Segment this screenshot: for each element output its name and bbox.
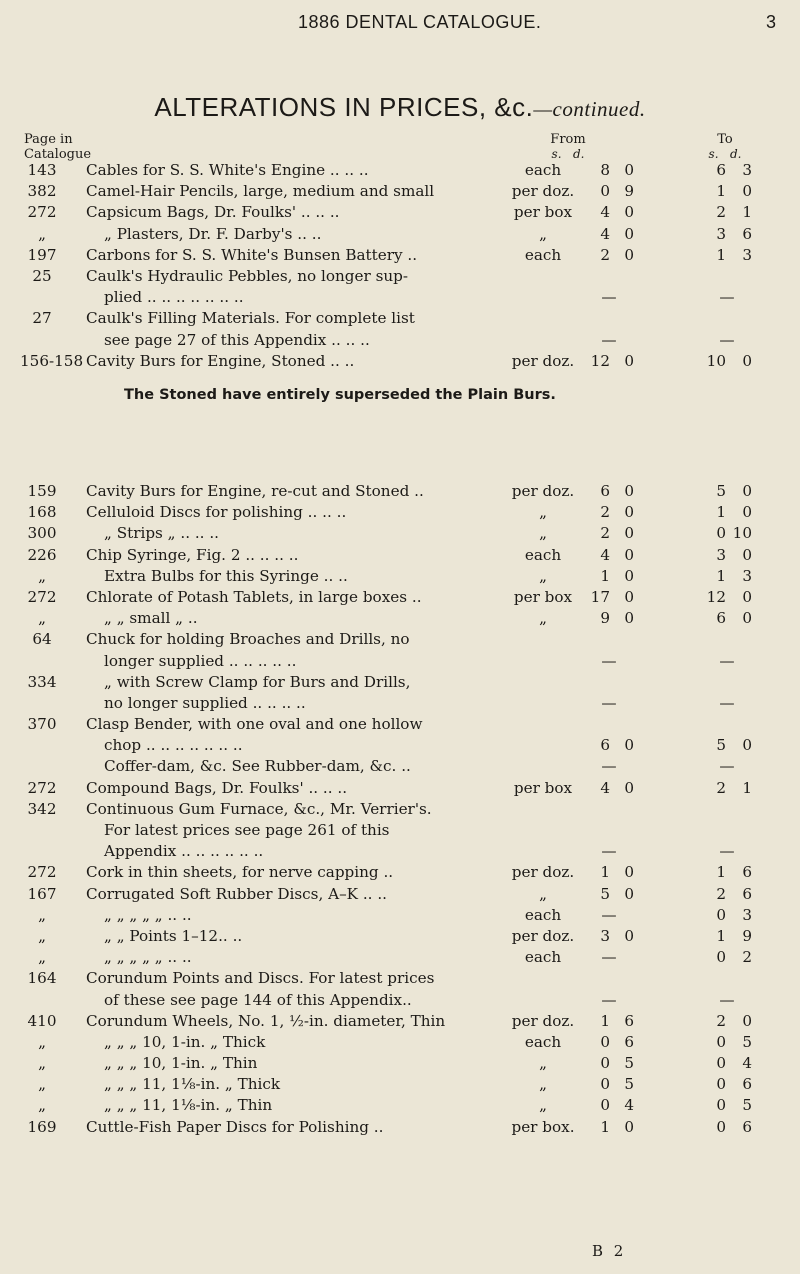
to-shillings: 0 [716,1075,726,1094]
table-row [0,202,800,223]
table-row [0,862,800,883]
table-row [0,330,800,351]
catalogue-page: 159 [27,482,57,500]
table-row [0,545,800,566]
catalogue-page: 226 [27,545,57,564]
to-shillings: 1 [716,503,726,522]
table-row [0,968,800,989]
catalogue-page: „ [38,948,46,967]
price-unit: per doz. [511,182,575,201]
item-description: „ „ „ 10, 1-in. „ Thick [104,1032,266,1051]
to-price-none: — [719,990,735,1009]
from-shillings: 4 [600,224,610,243]
item-description: Extra Bulbs for this Syringe .. .. [104,566,348,585]
from-shillings: 12 [590,351,610,370]
to-shillings: 12 [706,587,726,606]
to-pence: 4 [742,1054,752,1073]
catalogue-page: 334 [27,672,57,691]
from-pence: 0 [624,587,634,606]
to-pence: 10 [732,524,752,543]
from-shillings: 3 [600,926,610,945]
to-price-none: — [719,651,735,670]
from-pence: 4 [624,1096,634,1115]
from-pence: 6 [624,1032,634,1051]
catalogue-page: 272 [27,587,57,606]
to-pence: 6 [742,1075,752,1094]
from-shillings: 2 [600,503,610,522]
table-row [0,608,800,629]
to-pence: 0 [742,736,752,755]
item-description: „ Plasters, Dr. F. Darby's .. .. [104,224,322,243]
catalogue-page: „ [38,926,46,945]
table-row [0,1117,800,1138]
to-price-none: — [719,330,735,349]
item-description: Compound Bags, Dr. Foulks' .. .. .. [86,778,348,797]
to-price-none: — [719,288,735,307]
to-pence: 0 [742,609,752,628]
item-description: Corrugated Soft Rubber Discs, A–K .. .. [86,884,387,903]
from-shillings: 17 [590,587,610,606]
to-shillings: 2 [716,884,726,903]
to-shillings: 2 [716,203,726,222]
table-row [0,160,800,181]
from-pence: 6 [624,1011,634,1030]
catalogue-page: 382 [27,182,57,201]
price-unit: „ [539,1054,547,1073]
table-row [0,735,800,756]
price-unit: each [524,161,562,179]
to-pence: 0 [742,587,752,606]
to-shillings: 5 [716,736,726,755]
page-number: 3 [765,12,776,32]
table-row [0,502,800,523]
catalogue-page: 168 [27,503,57,522]
table-row [0,1074,800,1095]
table-row [0,308,800,329]
from-pence: 0 [624,245,634,264]
from-pence: 5 [624,1054,634,1073]
to-pence: 0 [742,1011,752,1030]
item-description: Coffer-dam, &c. See Rubber-dam, &c. .. [104,757,411,776]
to-price-none: — [719,757,735,776]
catalogue-page: 342 [27,799,57,818]
item-description: For latest prices see page 261 of this [104,821,390,839]
price-unit: per box [513,778,573,797]
price-unit: per doz. [511,926,575,945]
catalogue-page: 272 [27,778,57,797]
price-unit: each [524,245,562,264]
price-unit: per box [513,203,573,222]
to-shillings: 3 [716,545,726,564]
table-row [0,820,800,841]
table-row [0,947,800,968]
to-pence: 3 [742,161,752,179]
catalogue-page: 164 [27,969,57,988]
from-pence: 0 [624,224,634,243]
item-description: see page 27 of this Appendix .. .. .. [104,330,370,349]
to-pence: 6 [742,863,752,882]
catalogue-page: „ [38,1054,46,1073]
item-description: no longer supplied .. .. .. .. [104,693,306,712]
item-description: Appendix .. .. .. .. .. .. [104,842,264,861]
to-shillings: 0 [716,1096,726,1115]
to-pence: 9 [742,926,752,945]
from-shillings: 1 [600,566,610,585]
column-header-to-label: To [717,132,733,147]
running-head [0,12,800,36]
to-pence: 5 [742,1032,752,1051]
price-unit: per box [513,587,573,606]
table-row [0,799,800,820]
catalogue-page: 272 [27,863,57,882]
item-description: „ with Screw Clamp for Burs and Drills, [104,672,411,691]
catalogue-page: 410 [27,1011,57,1030]
catalogue-page: „ [38,905,46,924]
to-shillings: 1 [716,863,726,882]
table-row [0,693,800,714]
item-description: „ „ „ „ „ .. .. [104,948,192,967]
price-unit: „ [539,566,547,585]
from-pence: 0 [624,778,634,797]
table-row [0,672,800,693]
from-pence: 0 [624,482,634,500]
price-unit: „ [539,524,547,543]
from-shillings: 1 [600,863,610,882]
to-pence: 0 [742,545,752,564]
shillings-label: s. [551,147,562,161]
table-row [0,523,800,544]
pence-label: d. [572,147,585,161]
from-pence: 0 [624,545,634,564]
price-unit: each [524,1032,562,1051]
title-continued: —continued. [533,97,646,121]
item-description: Corundum Points and Discs. For latest prices [86,969,435,988]
from-pence: 0 [624,351,634,370]
catalogue-page: 197 [27,245,57,264]
column-header-page-line2: Catalogue [24,147,92,162]
from-shillings: 4 [600,545,610,564]
item-description: Caulk's Filling Materials. For complete list [86,309,415,328]
table-row [0,287,800,308]
title-main: ALTERATIONS IN PRICES, &c. [154,92,534,122]
catalogue-page: „ [38,609,46,628]
from-shillings: 5 [600,884,610,903]
table-row [0,926,800,947]
to-shillings: 6 [716,161,726,179]
catalogue-page: 370 [27,715,57,734]
table-row [0,905,800,926]
from-pence: 0 [624,503,634,522]
to-shillings: 5 [716,482,726,500]
item-description: „ „ „ 11, 1⅛-in. „ Thick [104,1075,281,1094]
item-description: Cork in thin sheets, for nerve capping .. [86,863,394,882]
item-description: plied .. .. .. .. .. .. .. [104,288,244,307]
from-shillings: 2 [600,524,610,543]
from-shillings: 0 [600,1096,610,1115]
item-description: „ Strips „ .. .. .. [104,524,219,543]
from-price-none: — [601,905,617,924]
from-shillings: 1 [600,1011,610,1030]
from-shillings: 0 [600,182,610,201]
table-row [0,756,800,777]
to-shillings: 3 [716,224,726,243]
from-pence: 0 [624,524,634,543]
catalogue-page: 25 [32,266,52,285]
to-pence: 6 [742,224,752,243]
item-description: of these see page 144 of this Appendix.. [104,990,412,1009]
item-description: Clasp Bender, with one oval and one hollow [86,715,423,734]
from-price-none: — [601,757,617,776]
item-description: Cavity Burs for Engine, re-cut and Stoned .. [86,482,424,500]
shillings-label: s. [708,147,719,161]
item-description: Chuck for holding Broaches and Drills, no [86,630,410,649]
to-shillings: 1 [716,566,726,585]
from-shillings: 4 [600,778,610,797]
column-header-from-label: From [550,132,586,147]
column-header-from [535,132,601,162]
from-pence: 0 [624,736,634,755]
item-description: Cables for S. S. White's Engine .. .. .. [86,161,369,179]
table-row [0,245,800,266]
item-description: Cavity Burs for Engine, Stoned .. .. [86,351,355,370]
table-row [0,1053,800,1074]
to-shillings: 0 [716,1032,726,1051]
catalogue-page: 64 [32,630,52,649]
item-description: Continuous Gum Furnace, &c., Mr. Verrier's. [86,799,432,818]
from-pence: 0 [624,863,634,882]
to-price-none: — [719,842,735,861]
from-pence: 0 [624,203,634,222]
price-unit: each [524,905,562,924]
item-description: „ „ „ 10, 1-in. „ Thin [104,1054,258,1073]
to-shillings: 2 [716,1011,726,1030]
item-description: Caulk's Hydraulic Pebbles, no longer sup- [86,266,409,285]
to-pence: 0 [742,182,752,201]
table-row [0,481,800,502]
price-table-section-a [0,160,800,372]
to-pence: 3 [742,566,752,585]
table-row [0,181,800,202]
table-row [0,587,800,608]
item-description: Celluloid Discs for polishing .. .. .. [86,503,347,522]
to-pence: 0 [742,482,752,500]
to-pence: 6 [742,1117,752,1136]
to-pence: 3 [742,245,752,264]
from-price-none: — [601,990,617,1009]
item-description: longer supplied .. .. .. .. .. [104,651,297,670]
from-price-none: — [601,842,617,861]
price-unit: „ [539,609,547,628]
table-row [0,714,800,735]
to-pence: 5 [742,1096,752,1115]
table-row [0,566,800,587]
price-unit: per doz. [511,351,575,370]
from-pence: 0 [624,884,634,903]
catalogue-page: „ [38,224,46,243]
price-unit: „ [539,884,547,903]
from-pence: 0 [624,161,634,179]
to-shillings: 0 [716,1054,726,1073]
to-price-none: — [719,693,735,712]
item-description: Carbons for S. S. White's Bunsen Battery .. [86,245,418,264]
table-row [0,884,800,905]
table-row [0,990,800,1011]
from-price-none: — [601,693,617,712]
from-shillings: 0 [600,1075,610,1094]
table-row [0,1011,800,1032]
from-pence: 0 [624,566,634,585]
catalogue-page: „ [38,1075,46,1094]
to-shillings: 1 [716,245,726,264]
from-shillings: 1 [600,1117,610,1136]
item-description: „ „ small „ .. [104,609,198,628]
from-shillings: 4 [600,203,610,222]
catalogue-page: 169 [27,1117,57,1136]
catalogue-page: „ [38,1032,46,1051]
from-shillings: 0 [600,1054,610,1073]
table-row [0,651,800,672]
to-shillings: 1 [716,182,726,201]
price-unit: „ [539,1075,547,1094]
item-description: Corundum Wheels, No. 1, ½-in. diameter, Thin [86,1011,446,1030]
to-shillings: 0 [716,948,726,967]
from-shillings: 0 [600,1032,610,1051]
to-shillings: 2 [716,778,726,797]
from-shillings: 6 [600,736,610,755]
table-row [0,629,800,650]
from-pence: 0 [624,1117,634,1136]
to-shillings: 0 [716,1117,726,1136]
to-shillings: 1 [716,926,726,945]
price-unit: „ [539,224,547,243]
to-pence: 0 [742,351,752,370]
item-description: Capsicum Bags, Dr. Foulks' .. .. .. [86,203,340,222]
column-header-page [24,132,91,162]
to-pence: 0 [742,503,752,522]
catalogue-page: 272 [27,203,57,222]
to-shillings: 0 [716,905,726,924]
price-table-section-b [0,481,800,1138]
catalogue-page: 27 [32,309,52,328]
price-unit: per doz. [511,863,575,882]
page-title [0,92,800,123]
to-pence: 1 [742,203,752,222]
catalogue-page: 167 [27,884,57,903]
to-pence: 6 [742,884,752,903]
table-row [0,1032,800,1053]
from-shillings: 2 [600,245,610,264]
column-header-page-line1: Page in [24,132,73,147]
catalogue-page: „ [38,566,46,585]
price-unit: each [524,545,562,564]
table-row [0,351,800,372]
running-head-title: 1886 DENTAL CATALOGUE. [298,12,542,32]
from-shillings: 6 [600,482,610,500]
item-description: „ „ Points 1–12.. .. [104,926,243,945]
from-pence: 9 [624,182,634,201]
price-unit: per doz. [511,1011,575,1030]
item-description: Camel-Hair Pencils, large, medium and small [86,182,435,201]
to-shillings: 10 [706,351,726,370]
item-description: „ „ „ „ „ .. .. [104,905,192,924]
table-row [0,1095,800,1116]
item-description: chop .. .. .. .. .. .. .. [104,736,243,755]
from-pence: 0 [624,609,634,628]
table-row [0,266,800,287]
to-shillings: 0 [716,524,726,543]
catalogue-page: 300 [27,524,57,543]
column-header-to [700,132,750,162]
signature-mark: B 2 [592,1242,627,1260]
from-pence: 5 [624,1075,634,1094]
item-description: Chip Syringe, Fig. 2 .. .. .. .. [86,545,299,564]
to-shillings: 6 [716,609,726,628]
price-unit: „ [539,503,547,522]
from-shillings: 9 [600,609,610,628]
table-row [0,778,800,799]
item-description: „ „ „ 11, 1⅛-in. „ Thin [104,1096,273,1115]
to-pence: 3 [742,905,752,924]
from-price-none: — [601,330,617,349]
from-price-none: — [601,288,617,307]
to-pence: 1 [742,778,752,797]
from-price-none: — [601,651,617,670]
stoned-burs-note: The Stoned have entirely superseded the Plain Burs. [124,387,556,403]
from-pence: 0 [624,926,634,945]
price-unit: „ [539,1096,547,1115]
price-unit: per box. [511,1117,575,1136]
catalogue-page: 143 [27,161,57,179]
price-unit: per doz. [511,482,575,500]
catalogue-page: 156-158 [20,351,84,370]
item-description: Cuttle-Fish Paper Discs for Polishing .. [86,1117,384,1136]
from-shillings: 8 [600,161,610,179]
item-description: Chlorate of Potash Tablets, in large boxes .. [86,587,422,606]
table-row [0,224,800,245]
to-pence: 2 [742,948,752,967]
table-row [0,841,800,862]
from-price-none: — [601,948,617,967]
price-unit: each [524,948,562,967]
pence-label: d. [729,147,742,161]
catalogue-page: „ [38,1096,46,1115]
